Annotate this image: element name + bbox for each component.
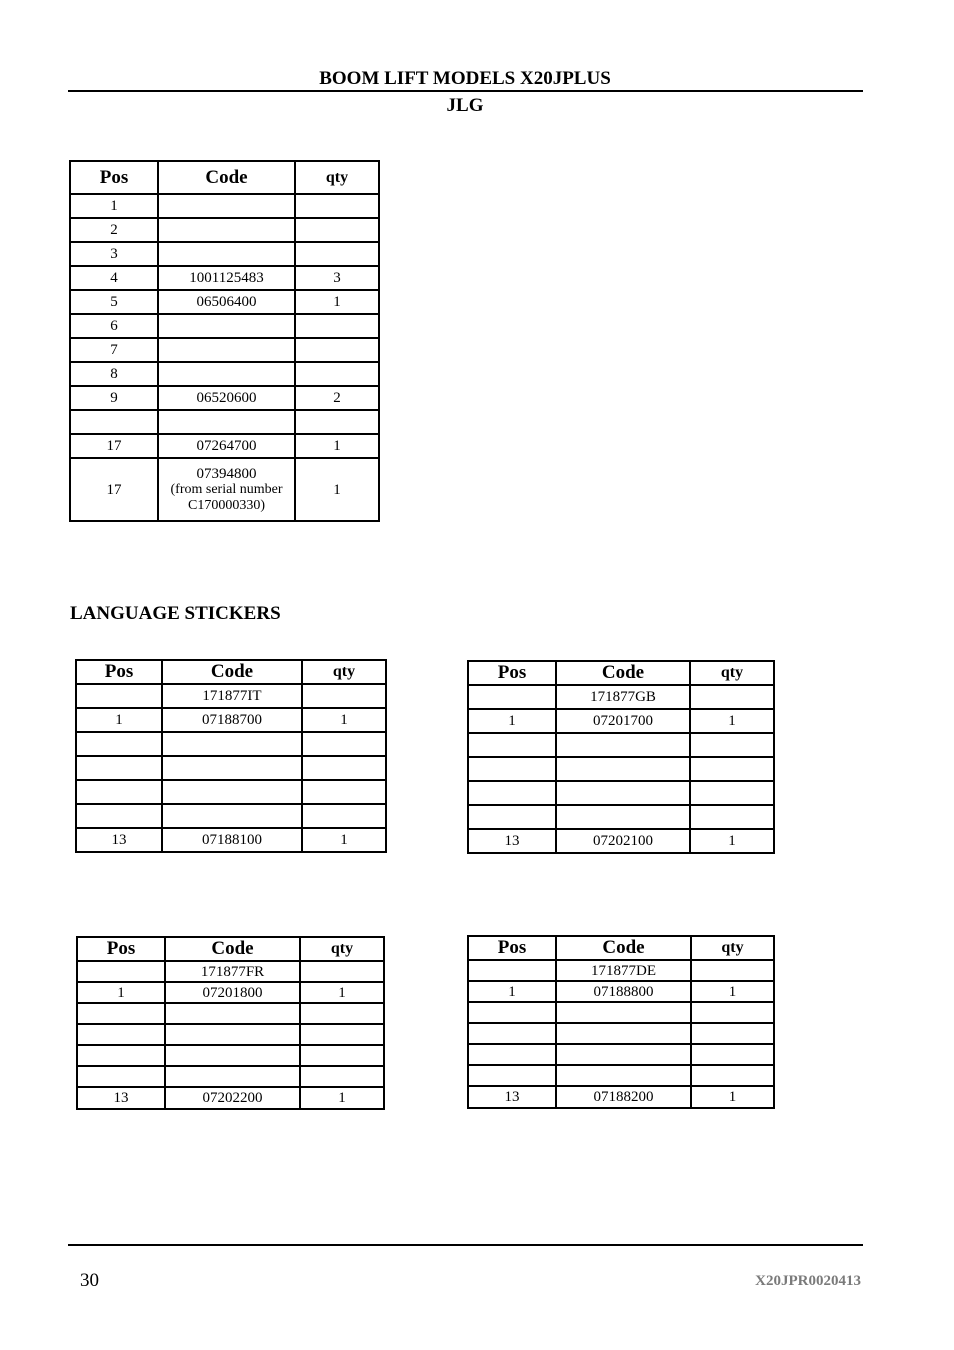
table-row xyxy=(77,1003,384,1024)
code-cell xyxy=(158,362,295,386)
pos-cell xyxy=(77,961,165,982)
pos-cell: 1 xyxy=(468,981,556,1002)
table-row xyxy=(76,804,386,828)
table-row xyxy=(70,194,379,218)
qty-cell: 1 xyxy=(295,290,379,314)
table-row xyxy=(77,982,384,1003)
pos-cell: 8 xyxy=(70,362,158,386)
qty-cell xyxy=(300,1045,384,1066)
code-cell xyxy=(556,781,690,805)
code-cell xyxy=(556,1044,691,1065)
table-row xyxy=(70,410,379,434)
code-cell xyxy=(158,338,295,362)
qty-header: qty xyxy=(690,661,774,685)
qty-cell xyxy=(302,756,386,780)
pos-cell: 1 xyxy=(468,709,556,733)
sticker-table-de xyxy=(467,935,775,1109)
pos-cell: 13 xyxy=(77,1087,165,1109)
footer-rule xyxy=(68,1244,863,1246)
pos-header: Pos xyxy=(77,937,165,961)
code-header: Code xyxy=(556,661,690,685)
qty-cell xyxy=(295,218,379,242)
pos-cell xyxy=(77,1024,165,1045)
qty-cell: 1 xyxy=(300,1087,384,1109)
pos-cell: 2 xyxy=(70,218,158,242)
code-cell: 1001125483 xyxy=(158,266,295,290)
pos-cell xyxy=(468,1023,556,1044)
table-row xyxy=(468,685,774,709)
code-header: Code xyxy=(165,937,300,961)
qty-cell xyxy=(295,362,379,386)
pos-cell: 4 xyxy=(70,266,158,290)
document-code: X20JPR0020413 xyxy=(755,1273,861,1289)
code-cell: 07188100 xyxy=(162,828,302,852)
code-cell xyxy=(556,733,690,757)
sticker-table-gb xyxy=(467,660,775,854)
brand-name: JLG xyxy=(446,95,484,116)
section-title: LANGUAGE STICKERS xyxy=(70,603,281,624)
qty-cell xyxy=(300,1024,384,1045)
code-value: 07394800 xyxy=(196,465,257,482)
table-row xyxy=(70,362,379,386)
code-cell xyxy=(556,1002,691,1023)
pos-cell: 1 xyxy=(70,194,158,218)
code-cell xyxy=(158,410,295,434)
pos-cell: 9 xyxy=(70,386,158,410)
qty-cell xyxy=(295,194,379,218)
qty-cell: 1 xyxy=(691,1086,774,1108)
pos-cell xyxy=(468,685,556,709)
qty-cell xyxy=(302,804,386,828)
code-cell: 07201800 xyxy=(165,982,300,1003)
code-cell: 06520600 xyxy=(158,386,295,410)
code-cell xyxy=(162,732,302,756)
table-header-row xyxy=(76,660,386,684)
table-row xyxy=(468,960,774,981)
parts-table xyxy=(69,160,380,522)
pos-header: Pos xyxy=(76,660,162,684)
pos-cell: 17 xyxy=(70,434,158,458)
qty-cell xyxy=(691,960,774,981)
qty-header: qty xyxy=(691,936,774,960)
code-cell: 07188200 xyxy=(556,1086,691,1108)
pos-cell xyxy=(76,756,162,780)
qty-cell xyxy=(691,1065,774,1086)
header-rule xyxy=(68,90,863,92)
qty-cell xyxy=(691,1023,774,1044)
pos-cell xyxy=(70,410,158,434)
pos-cell: 17 xyxy=(70,458,158,521)
qty-cell xyxy=(295,410,379,434)
code-cell: 07188700 xyxy=(162,708,302,732)
code-cell xyxy=(556,757,690,781)
table-row xyxy=(70,338,379,362)
pos-cell xyxy=(468,733,556,757)
table-row xyxy=(468,1086,774,1108)
pos-cell: 3 xyxy=(70,242,158,266)
pos-cell: 1 xyxy=(76,708,162,732)
code-cell: 07264700 xyxy=(158,434,295,458)
code-cell xyxy=(165,1024,300,1045)
pos-cell xyxy=(468,960,556,981)
qty-cell xyxy=(690,733,774,757)
code-cell: 06506400 xyxy=(158,290,295,314)
pos-cell: 1 xyxy=(77,982,165,1003)
table-row xyxy=(76,684,386,708)
pos-cell xyxy=(468,1002,556,1023)
code-cell xyxy=(162,756,302,780)
pos-cell: 6 xyxy=(70,314,158,338)
code-cell xyxy=(158,218,295,242)
qty-cell: 1 xyxy=(295,434,379,458)
table-row xyxy=(70,266,379,290)
qty-cell xyxy=(300,961,384,982)
code-cell xyxy=(165,1066,300,1087)
table-row xyxy=(77,1024,384,1045)
table-row xyxy=(468,781,774,805)
sticker-table-it xyxy=(75,659,387,853)
qty-cell: 1 xyxy=(690,829,774,853)
code-note: (from serial number C170000330) xyxy=(170,481,283,513)
table-row xyxy=(468,1023,774,1044)
table-row xyxy=(77,961,384,982)
code-header: Code xyxy=(162,660,302,684)
pos-header: Pos xyxy=(468,936,556,960)
code-cell xyxy=(158,242,295,266)
code-cell: 07202100 xyxy=(556,829,690,853)
pos-cell xyxy=(468,781,556,805)
table-row xyxy=(70,242,379,266)
pos-cell xyxy=(77,1003,165,1024)
qty-cell: 1 xyxy=(691,981,774,1002)
qty-cell xyxy=(300,1066,384,1087)
code-cell xyxy=(556,805,690,829)
qty-cell: 2 xyxy=(295,386,379,410)
kit-code-cell: 171877FR xyxy=(165,961,300,982)
qty-header: qty xyxy=(302,660,386,684)
table-row xyxy=(468,829,774,853)
pos-cell xyxy=(468,1065,556,1086)
table-row xyxy=(70,290,379,314)
code-cell xyxy=(158,458,295,521)
table-row xyxy=(468,733,774,757)
table-row xyxy=(77,1045,384,1066)
pos-cell: 13 xyxy=(468,829,556,853)
table-header-row xyxy=(70,161,379,194)
pos-cell xyxy=(77,1045,165,1066)
qty-cell xyxy=(691,1002,774,1023)
pos-cell: 13 xyxy=(468,1086,556,1108)
pos-cell xyxy=(77,1066,165,1087)
code-header: Code xyxy=(556,936,691,960)
table-row xyxy=(76,780,386,804)
code-cell xyxy=(165,1003,300,1024)
code-cell: 07188800 xyxy=(556,981,691,1002)
kit-code-cell: 171877DE xyxy=(556,960,691,981)
qty-cell xyxy=(302,780,386,804)
code-cell xyxy=(162,804,302,828)
qty-header: qty xyxy=(295,161,379,194)
pos-cell xyxy=(76,804,162,828)
qty-cell xyxy=(302,732,386,756)
qty-cell: 1 xyxy=(690,709,774,733)
code-header: Code xyxy=(158,161,295,194)
table-header-row xyxy=(468,936,774,960)
table-row xyxy=(77,1066,384,1087)
qty-header: qty xyxy=(300,937,384,961)
code-cell xyxy=(158,314,295,338)
qty-cell xyxy=(302,684,386,708)
table-row xyxy=(70,458,379,521)
qty-cell xyxy=(295,242,379,266)
code-cell xyxy=(162,780,302,804)
sticker-table-fr xyxy=(76,936,385,1110)
code-cell xyxy=(556,1065,691,1086)
qty-cell xyxy=(691,1044,774,1065)
pos-header: Pos xyxy=(70,161,158,194)
qty-cell: 1 xyxy=(302,828,386,852)
qty-cell xyxy=(295,314,379,338)
qty-cell xyxy=(690,805,774,829)
pos-cell: 7 xyxy=(70,338,158,362)
table-row xyxy=(468,757,774,781)
qty-cell: 1 xyxy=(295,458,379,521)
code-cell: 07201700 xyxy=(556,709,690,733)
kit-code-cell: 171877IT xyxy=(162,684,302,708)
qty-cell xyxy=(300,1003,384,1024)
table-row xyxy=(70,314,379,338)
code-cell: 07202200 xyxy=(165,1087,300,1109)
table-row xyxy=(468,709,774,733)
table-header-row xyxy=(468,661,774,685)
qty-cell: 3 xyxy=(295,266,379,290)
pos-cell xyxy=(76,684,162,708)
kit-code-cell: 171877GB xyxy=(556,685,690,709)
table-row xyxy=(70,386,379,410)
table-row xyxy=(70,434,379,458)
code-cell xyxy=(556,1023,691,1044)
table-row xyxy=(76,732,386,756)
table-row xyxy=(76,828,386,852)
table-row xyxy=(76,708,386,732)
pos-cell: 5 xyxy=(70,290,158,314)
table-row xyxy=(76,756,386,780)
qty-cell: 1 xyxy=(302,708,386,732)
code-cell xyxy=(158,194,295,218)
pos-header: Pos xyxy=(468,661,556,685)
table-row xyxy=(468,1065,774,1086)
table-row xyxy=(468,1044,774,1065)
table-header-row xyxy=(77,937,384,961)
qty-cell xyxy=(690,685,774,709)
page-number: 30 xyxy=(80,1270,99,1291)
table-row xyxy=(77,1087,384,1109)
table-row xyxy=(468,1002,774,1023)
qty-cell xyxy=(690,781,774,805)
table-row xyxy=(70,218,379,242)
pos-cell xyxy=(76,780,162,804)
pos-cell xyxy=(468,805,556,829)
pos-cell xyxy=(76,732,162,756)
qty-cell: 1 xyxy=(300,982,384,1003)
pos-cell xyxy=(468,757,556,781)
table-row xyxy=(468,805,774,829)
qty-cell xyxy=(295,338,379,362)
code-cell xyxy=(165,1045,300,1066)
document-title: BOOM LIFT MODELS X20JPLUS xyxy=(319,68,611,89)
pos-cell: 13 xyxy=(76,828,162,852)
qty-cell xyxy=(690,757,774,781)
pos-cell xyxy=(468,1044,556,1065)
table-row xyxy=(468,981,774,1002)
